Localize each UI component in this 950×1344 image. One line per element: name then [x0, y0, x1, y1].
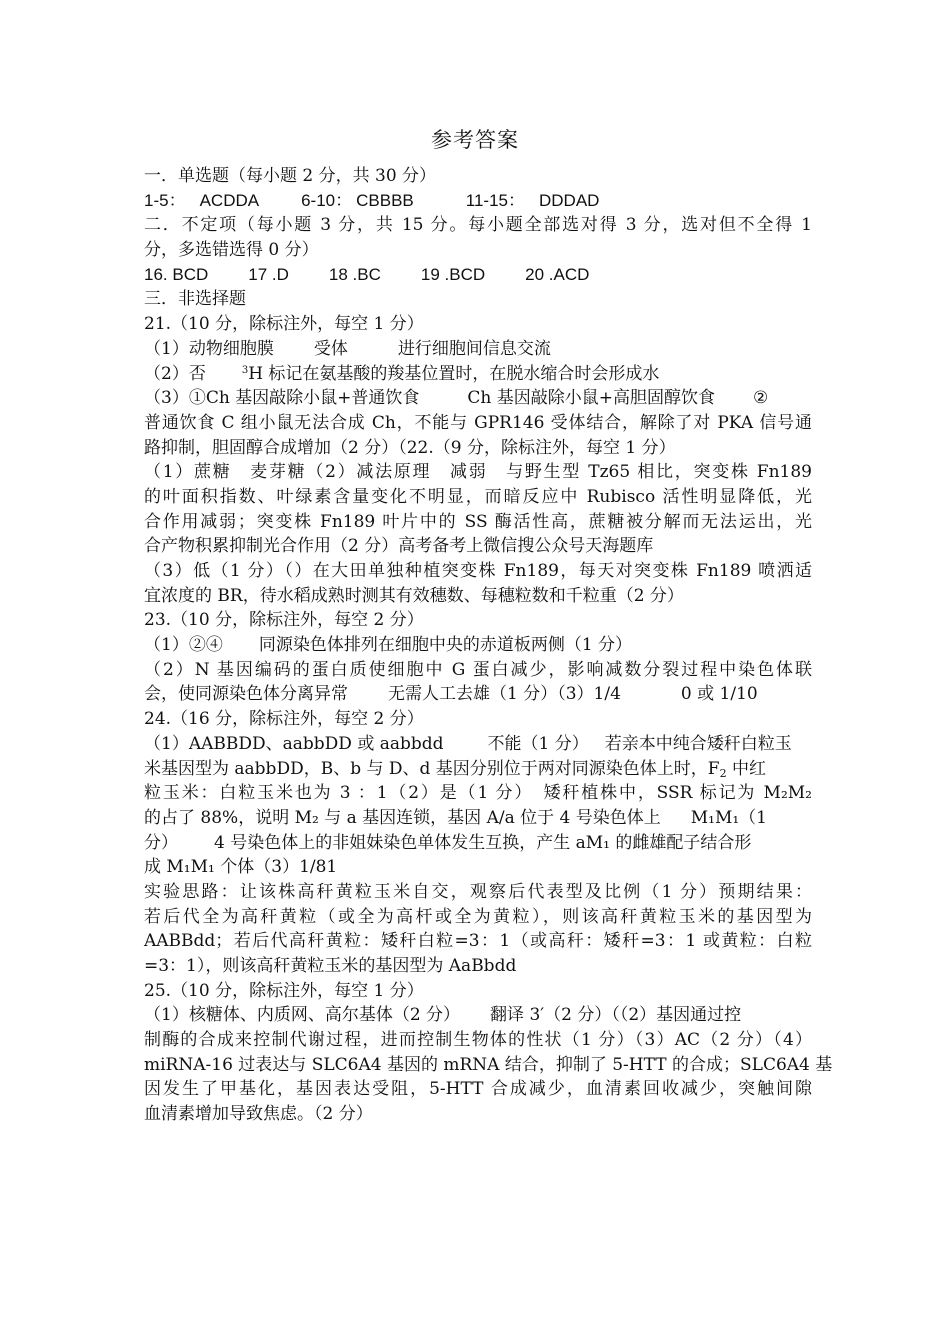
answer-value: CBBBB	[356, 190, 414, 210]
text-span: 若亲本中纯合矮秆白粒玉	[604, 733, 792, 754]
q24-line3: 粒玉米：白粒玉米也为 3 ：1（2）是（1 分） 矮秆植株中，SSR 标记为 M₂M₂	[144, 783, 812, 804]
q24-line9: AABBdd；若后代高秆黄粒：矮秆白粒=3：1（或高秆：矮秆=3：1 或黄粒：白粒	[144, 931, 812, 952]
text-span: 无需人工去雄（1 分）（3）1/4	[388, 684, 621, 705]
text-span: （1）AABBDD、aabbDD 或 aabbdd	[144, 733, 444, 754]
text-span: 不能（1 分）	[487, 733, 589, 754]
q23-heading: 23.（10 分，除标注外，每空 2 分）	[144, 610, 424, 631]
q25-line3: miRNA-16 过表达与 SLC6A4 基因的 mRNA 结合，抑制了 5-HTT 的合成；SLC6A4 基	[144, 1054, 833, 1075]
text-span: 0 或 1/10	[680, 684, 758, 705]
q24-line10: =3：1），则该高秆黄粒玉米的基因型为 AaBbdd	[144, 956, 517, 976]
sec1-heading: 一．单选题（每小题 2 分，共 30 分）	[144, 166, 437, 186]
text-span: ②	[753, 388, 769, 409]
q25-line5: 血清素增加导致焦虑。（2 分）	[144, 1104, 373, 1125]
q24-line4	[144, 806, 812, 831]
q23-line1	[144, 633, 812, 658]
text-span: 受体	[313, 338, 348, 359]
text-span: 同源染色体排列在细胞中央的赤道板两侧（1 分）	[258, 635, 633, 656]
answer-label: 1-5：	[144, 190, 186, 210]
q23-line2: （2）N 基因编码的蛋白质使细胞中 G 蛋白减少，影响减数分裂过程中染色体联	[144, 659, 812, 680]
text-span: 米基因型为 aabbDD，B、b 与 D、d 基因分别位于两对同源染色体上时，F	[144, 758, 720, 779]
answer-label: 11-15：	[465, 190, 525, 210]
sec2-heading-2: 分，多选错选得 0 分）	[144, 240, 319, 261]
text-span: H 标记在氨基酸的羧基位置时，在脱水缩合时会形成水	[248, 363, 660, 384]
text-span: （1）核糖体、内质网、高尔基体（2 分）	[144, 1005, 461, 1026]
q24-line5	[144, 831, 812, 856]
q25-line2: 制酶的合成来控制代谢过程，进而控制生物体的性状（1 分）（3）AC（2 分）（4）	[144, 1030, 812, 1051]
text-span: 中红	[726, 758, 766, 779]
q25-line1	[144, 1003, 812, 1028]
answer-value: 18 .BC	[328, 264, 381, 284]
q22-line4: 合产物积累抑制光合作用（2 分）高考备考上微信搜公众号天海题库	[144, 536, 654, 557]
q25-line4: 因发生了甲基化，基因表达受阻，5-HTT 合成减少，血清素回收减少，突触间隙	[144, 1079, 812, 1100]
q24-line6: 成 M₁M₁ 个体（3）1/81	[144, 857, 338, 878]
sec1-answers	[144, 189, 812, 214]
text-span: Ch 基因敲除小鼠+高胆固醇饮食	[467, 388, 716, 409]
sec2-heading-1: 二．不定项（每小题 3 分，共 15 分。每小题全部选对得 3 分，选对但不全得 1	[144, 215, 812, 236]
sec2-answers	[144, 263, 812, 288]
q25-heading: 25.（10 分，除标注外，每空 1 分）	[144, 980, 424, 1001]
q24-heading: 24.（16 分，除标注外，每空 2 分）	[144, 709, 424, 730]
answer-label: 6-10：	[301, 190, 353, 210]
q22-line5: （3）低（1 分）（）在大田单独种植突变株 Fn189，每天对突变株 Fn189 喷洒适	[144, 561, 812, 581]
answer-value: 16. BCD	[144, 264, 209, 284]
superscript: 3	[241, 364, 249, 376]
q22-line6: 宜浓度的 BR，待水稻成熟时测其有效穗数、每穗粒数和千粒重（2 分）	[144, 585, 684, 606]
text-span: 4 号染色体上的非姐妹染色单体发生互换，产生 aM₁ 的雌雄配子结合形	[214, 832, 752, 853]
q24-line1	[144, 732, 812, 757]
q21-part1	[144, 337, 812, 362]
text-span: （1）动物细胞膜	[144, 338, 274, 359]
text-span: 进行细胞间信息交流	[397, 338, 551, 359]
answer-body	[144, 164, 833, 1127]
q21-part3	[144, 386, 812, 411]
text-span: （1）②④	[144, 635, 223, 656]
q24-line8: 若后代全为高秆黄粒（或全为高杆或全为黄粒），则该高秆黄粒玉米的基因型为	[144, 906, 812, 927]
answer-value: ACDDA	[199, 190, 260, 210]
answer-value: 20 .ACD	[525, 264, 590, 284]
text-span: 分）	[144, 832, 178, 853]
text-span: 会，使同源染色体分离异常	[144, 684, 348, 705]
q24-line2	[144, 757, 812, 782]
q21-heading: 21.（10 分，除标注外，每空 1 分）	[144, 314, 424, 335]
answer-value: 17 .D	[248, 264, 289, 284]
page-title: 参考答案	[431, 128, 519, 152]
answer-value: DDDAD	[538, 190, 600, 210]
q21-line5: 路抑制，胆固醇合成增加（2 分）（22.（9 分，除标注外，每空 1 分）	[144, 437, 676, 458]
q22-line2: 的叶面积指数、叶绿素含量变化不明显，而暗反应中 Rubisco 活性明显降低，光	[144, 486, 812, 507]
answer-value: 19 .BCD	[420, 264, 486, 284]
sec3-heading: 三．非选择题	[144, 289, 246, 310]
subscript: 2	[719, 766, 727, 780]
q21-part2	[144, 362, 812, 387]
q21-line4: 普通饮食 C 组小鼠无法合成 Ch，不能与 GPR146 受体结合，解除了对 PKA 信号通	[144, 412, 812, 433]
q22-line1: （1）蔗糖 麦芽糖（2）减法原理 减弱 与野生型 Tz65 相比，突变株 Fn189	[144, 462, 812, 483]
text-span: M₁M₁（1	[690, 807, 767, 828]
q24-line7: 实验思路：让该株高秆黄粒玉米自交，观察后代表型及比例（1 分）预期结果：	[144, 881, 812, 902]
text-span: （3）①Ch 基因敲除小鼠+普通饮食	[144, 388, 420, 409]
q23-line3	[144, 682, 812, 707]
text-span: 翻译 3′（2 分）（（2）基因通过控	[490, 1005, 742, 1026]
q22-line3: 合作用减弱；突变株 Fn189 叶片中的 SS 酶活性高，蔗糖被分解而无法运出，光	[144, 511, 812, 532]
text-span: 的占了 88%，说明 M₂ 与 a 基因连锁，基因 A/a 位于 4 号染色体上	[144, 807, 661, 828]
text-span: （2）否	[144, 363, 206, 384]
